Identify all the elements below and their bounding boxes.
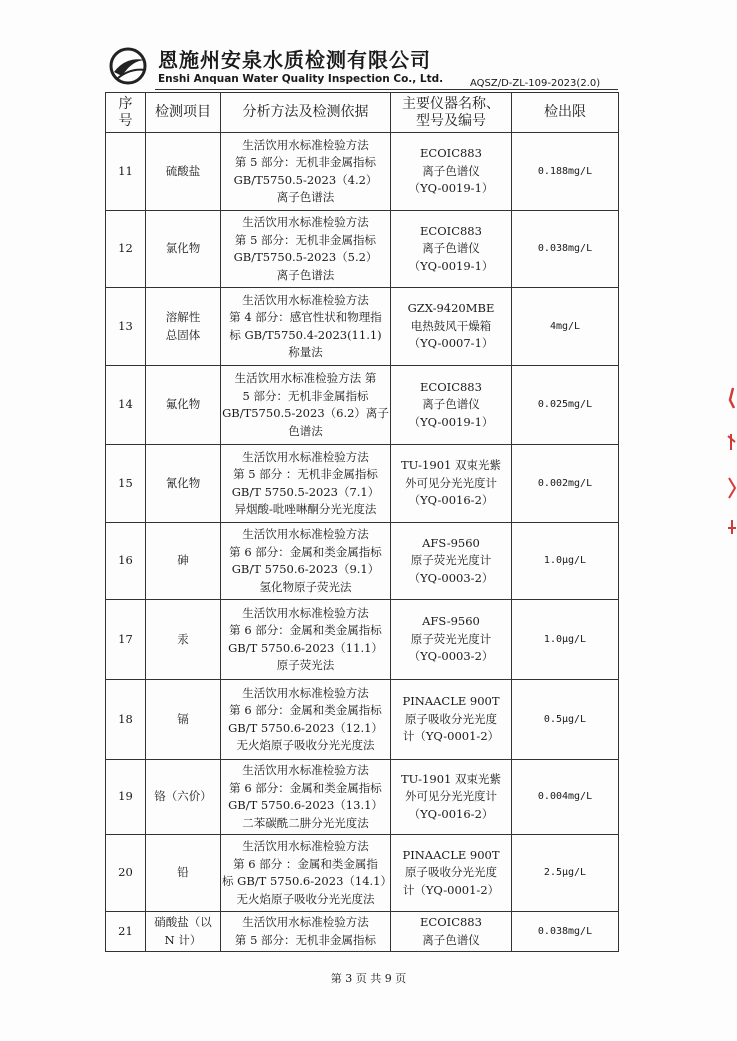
table-row bbox=[106, 600, 619, 680]
row-number: 11 bbox=[106, 133, 146, 211]
test-item: 氯化物 bbox=[146, 211, 221, 288]
table-row bbox=[106, 835, 619, 912]
table-row bbox=[106, 211, 619, 288]
page-number: 第 3 页 共 9 页 bbox=[330, 972, 407, 985]
seal-stamp-edge-icon bbox=[716, 378, 737, 578]
instrument: ECOIC883 离子色谱仪 （YQ-0019-1） bbox=[391, 211, 512, 288]
instrument: GZX-9420MBE 电热鼓风干燥箱 （YQ-0007-1） bbox=[391, 288, 512, 366]
method-basis: 生活饮用水标准检验方法 第 5 部分：无机非金属指标 GB/T5750.5-2023（5.2） 离子色谱法 bbox=[221, 211, 391, 288]
instrument: PINAACLE 900T 原子吸收分光光度 计（YQ-0001-2） bbox=[391, 835, 512, 912]
instrument: AFS-9560 原子荧光光度计 （YQ-0003-2） bbox=[391, 523, 512, 600]
test-item: 硝酸盐（以 N 计） bbox=[146, 912, 221, 952]
row-number: 15 bbox=[106, 445, 146, 523]
detection-limit: 0.002mg/L bbox=[512, 445, 619, 523]
test-item: 氟化物 bbox=[146, 366, 221, 445]
method-basis: 生活饮用水标准检验方法 第 5 部分 ：无机非金属指标 GB/T 5750.5-2023（7.1） 异烟酸-吡唑啉酮分光光度法 bbox=[221, 445, 391, 523]
detection-limit: 0.188mg/L bbox=[512, 133, 619, 211]
table-row bbox=[106, 912, 619, 952]
test-item: 铅 bbox=[146, 835, 221, 912]
test-item: 溶解性 总固体 bbox=[146, 288, 221, 366]
header-method: 分析方法及检测依据 bbox=[221, 93, 391, 133]
instrument: ECOIC883 离子色谱仪 （YQ-0019-1） bbox=[391, 133, 512, 211]
row-number: 12 bbox=[106, 211, 146, 288]
test-item: 硫酸盐 bbox=[146, 133, 221, 211]
table-row bbox=[106, 288, 619, 366]
instrument: PINAACLE 900T 原子吸收分光光度 计（YQ-0001-2） bbox=[391, 680, 512, 760]
table-row bbox=[106, 680, 619, 760]
method-basis: 生活饮用水标准检验方法 第 6 部分：金属和类金属指标 GB/T 5750.6-2023（11.1） 原子荧光法 bbox=[221, 600, 391, 680]
document-number: AQSZ/D-ZL-109-2023(2.0) bbox=[470, 78, 601, 89]
table-row bbox=[106, 523, 619, 600]
detection-limit: 0.038mg/L bbox=[512, 912, 619, 952]
method-basis: 生活饮用水标准检验方法 第 5 部分：无机非金属指标 GB/T5750.5-2023（6.2）离子 色谱法 bbox=[221, 366, 391, 445]
detection-limit: 1.0μg/L bbox=[512, 523, 619, 600]
row-number: 17 bbox=[106, 600, 146, 680]
test-item: 氰化物 bbox=[146, 445, 221, 523]
header-limit: 检出限 bbox=[512, 93, 619, 133]
company-name-cn: 恩施州安泉水质检测有限公司 bbox=[158, 48, 431, 72]
row-number: 18 bbox=[106, 680, 146, 760]
test-item: 汞 bbox=[146, 600, 221, 680]
instrument: AFS-9560 原子荧光光度计 （YQ-0003-2） bbox=[391, 600, 512, 680]
detection-limit: 0.038mg/L bbox=[512, 211, 619, 288]
header-instrument: 主要仪器名称、 型号及编号 bbox=[391, 93, 512, 133]
instrument: ECOIC883 离子色谱仪 （YQ-0019-1） bbox=[391, 366, 512, 445]
method-basis: 生活饮用水标准检验方法 第 6 部分：金属和类金属指标 GB/T 5750.6-2023（9.1） 氢化物原子荧光法 bbox=[221, 523, 391, 600]
report-header bbox=[108, 42, 628, 92]
row-number: 13 bbox=[106, 288, 146, 366]
row-number: 16 bbox=[106, 523, 146, 600]
instrument: TU-1901 双束光紫 外可见分光光度计 （YQ-0016-2） bbox=[391, 760, 512, 835]
detection-limit: 0.025mg/L bbox=[512, 366, 619, 445]
test-item: 铬（六价） bbox=[146, 760, 221, 835]
row-number: 21 bbox=[106, 912, 146, 952]
inspection-method-table bbox=[105, 92, 619, 952]
method-basis: 生活饮用水标准检验方法 第 5 部分：无机非金属指标 bbox=[221, 912, 391, 952]
method-basis: 生活饮用水标准检验方法 第 5 部分：无机非金属指标 GB/T5750.5-2023（4.2） 离子色谱法 bbox=[221, 133, 391, 211]
table-row bbox=[106, 366, 619, 445]
method-basis: 生活饮用水标准检验方法 第 4 部分：感官性状和物理指 标 GB/T5750.4-2023(11.1) 称量法 bbox=[221, 288, 391, 366]
row-number: 14 bbox=[106, 366, 146, 445]
test-item: 镉 bbox=[146, 680, 221, 760]
company-logo-icon bbox=[108, 46, 152, 86]
header-seq: 序 号 bbox=[106, 93, 146, 133]
header-divider bbox=[155, 89, 618, 90]
detection-limit: 0.004mg/L bbox=[512, 760, 619, 835]
test-item: 砷 bbox=[146, 523, 221, 600]
detection-limit: 2.5μg/L bbox=[512, 835, 619, 912]
method-basis: 生活饮用水标准检验方法 第 6 部分：金属和类金属指标 GB/T 5750.6-2023（12.1） 无火焰原子吸收分光光度法 bbox=[221, 680, 391, 760]
table-header-row bbox=[106, 93, 619, 133]
row-number: 20 bbox=[106, 835, 146, 912]
table-row bbox=[106, 133, 619, 211]
method-basis: 生活饮用水标准检验方法 第 6 部分：金属和类金属指标 GB/T 5750.6-2023（13.1） 二苯碳酰二肼分光光度法 bbox=[221, 760, 391, 835]
detection-limit: 1.0μg/L bbox=[512, 600, 619, 680]
method-basis: 生活饮用水标准检验方法 第 6 部分 ：金属和类金属指 标 GB/T 5750.6-2023（14.1） 无火焰原子吸收分光光度法 bbox=[221, 835, 391, 912]
row-number: 19 bbox=[106, 760, 146, 835]
detection-limit: 0.5μg/L bbox=[512, 680, 619, 760]
table-row bbox=[106, 760, 619, 835]
instrument: TU-1901 双束光紫 外可见分光光度计 （YQ-0016-2） bbox=[391, 445, 512, 523]
table-row bbox=[106, 445, 619, 523]
instrument: ECOIC883 离子色谱仪 bbox=[391, 912, 512, 952]
header-item: 检测项目 bbox=[146, 93, 221, 133]
company-name-en: Enshi Anquan Water Quality Inspection Co., Ltd. bbox=[158, 73, 444, 85]
detection-limit: 4mg/L bbox=[512, 288, 619, 366]
